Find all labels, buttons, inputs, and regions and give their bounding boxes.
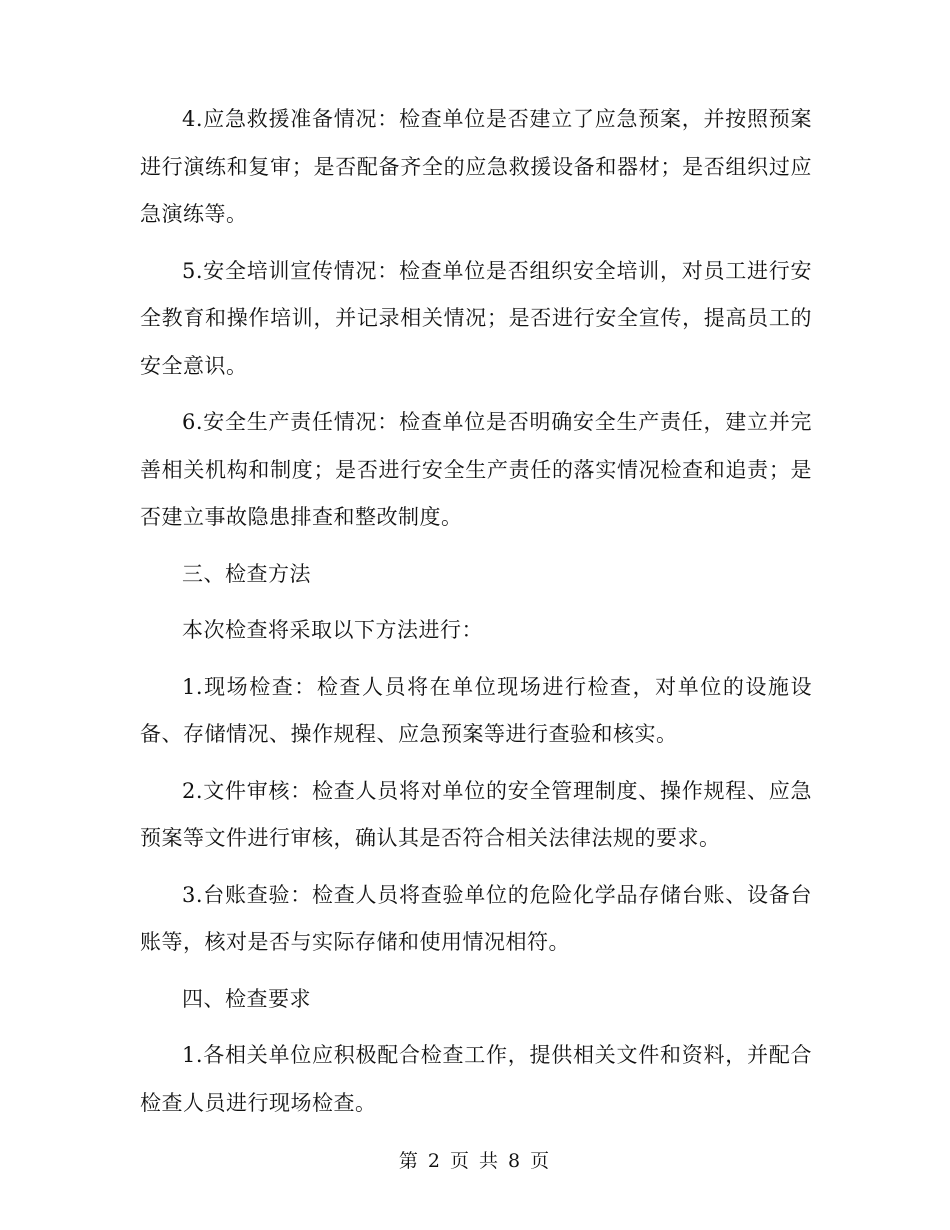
section-heading-inspection-methods: 三、检查方法	[182, 561, 311, 586]
paragraph-production-responsibility: 6.安全生产责任情况：检查单位是否明确安全生产责任，建立并完善相关机构和制度；是否进行安全生产责任的落实情况检查和追责；是否建立事故隐患排查和整改制度。	[140, 410, 812, 529]
paragraph-cooperation-requirement: 1.各相关单位应积极配合检查工作，提供相关文件和资料，并配合检查人员进行现场检查。	[140, 1043, 812, 1115]
paragraph-methods-intro: 本次检查将采取以下方法进行：	[182, 618, 483, 642]
paragraph-emergency-rescue: 4.应急救援准备情况：检查单位是否建立了应急预案，并按照预案进行演练和复审；是否配备齐全的应急救援设备和器材；是否组织过应急演练等。	[140, 107, 812, 226]
document-body	[140, 96, 812, 1136]
page-number-footer: 第 2 页 共 8 页	[398, 1150, 552, 1172]
section-heading-inspection-requirements: 四、检查要求	[182, 986, 311, 1011]
paragraph-document-review: 2.文件审核：检查人员将对单位的安全管理制度、操作规程、应急预案等文件进行审核，确认其是否符合相关法律法规的要求。	[140, 778, 812, 850]
paragraph-ledger-verification: 3.台账查验：检查人员将查验单位的危险化学品存储台账、设备台账等，核对是否与实际存储和使用情况相符。	[140, 882, 812, 954]
paragraph-safety-training: 5.安全培训宣传情况：检查单位是否组织安全培训，对员工进行安全教育和操作培训，并记录相关情况；是否进行安全宣传，提高员工的安全意识。	[140, 258, 812, 378]
paragraph-site-inspection: 1.现场检查：检查人员将在单位现场进行检查，对单位的设施设备、存储情况、操作规程、应急预案等进行查验和核实。	[140, 674, 812, 746]
